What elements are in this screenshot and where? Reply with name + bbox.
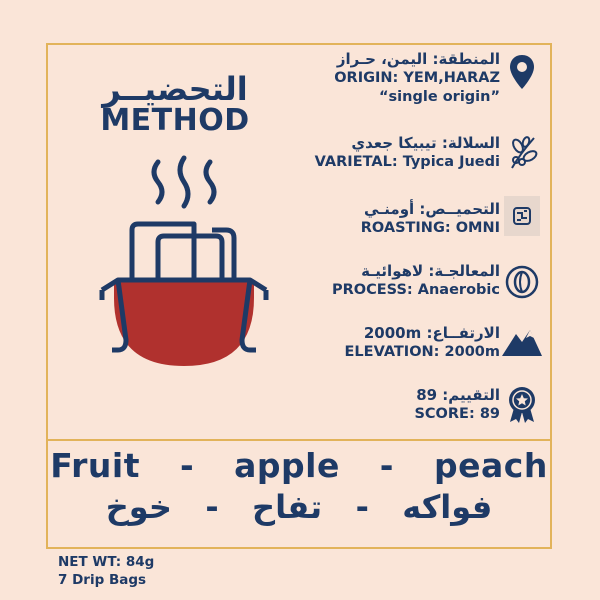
varietal-label: VARIETAL: [314, 154, 398, 170]
coffee-branch-icon [504, 132, 540, 172]
origin-value: YEM,HARAZ [403, 70, 500, 86]
roasting-value: OMNI [455, 220, 500, 236]
origin-arabic: المنطقة: اليمن، حـراز [336, 50, 500, 68]
process-label: PROCESS: [332, 282, 413, 298]
coffee-bean-icon [504, 262, 540, 302]
flavor-notes-english: Fruit - apple - peach [50, 446, 548, 485]
elevation-arabic: الارتفــاع: 2000m [363, 324, 500, 342]
score-value: 89 [479, 406, 500, 422]
score-label: SCORE: [414, 406, 475, 422]
origin-label: ORIGIN: [334, 70, 399, 86]
award-badge-icon [504, 384, 540, 424]
location-pin-icon [504, 52, 540, 92]
process-value: Anaerobic [417, 282, 500, 298]
process-section [300, 262, 500, 300]
roasting-arabic: التحميــص: أومنـي [363, 200, 500, 218]
varietal-value: Typica Juedi [402, 154, 500, 170]
origin-section [300, 50, 500, 107]
varietal-section [300, 134, 500, 172]
mountain-icon [500, 322, 544, 362]
roasting-label: ROASTING: [360, 220, 451, 236]
varietal-arabic: السلالة: تيبيكا جعدي [351, 134, 500, 152]
process-arabic: المعالجـة: لاهوائيـة [361, 262, 500, 280]
net-weight: NET WT: 84g [58, 554, 155, 570]
net-weight-block [58, 553, 154, 589]
elevation-value: 2000m [444, 344, 500, 360]
drip-bags-count: 7 Drip Bags [58, 572, 147, 588]
method-title-arabic: التحضيــر [102, 70, 248, 108]
elevation-section [300, 324, 500, 362]
drip-bag-illustration [96, 150, 272, 380]
score-section [300, 386, 500, 424]
origin-note: “single origin” [379, 89, 500, 105]
elevation-label: ELEVATION: [344, 344, 440, 360]
roast-level-icon [504, 196, 540, 236]
roasting-section [300, 200, 500, 238]
score-arabic: التقييم: 89 [416, 386, 500, 404]
steam-icon [154, 158, 214, 206]
flavor-notes-arabic: فواكه - تفاح - خوخ [105, 488, 493, 526]
section-divider [46, 439, 552, 441]
method-title: METHOD [100, 103, 250, 138]
